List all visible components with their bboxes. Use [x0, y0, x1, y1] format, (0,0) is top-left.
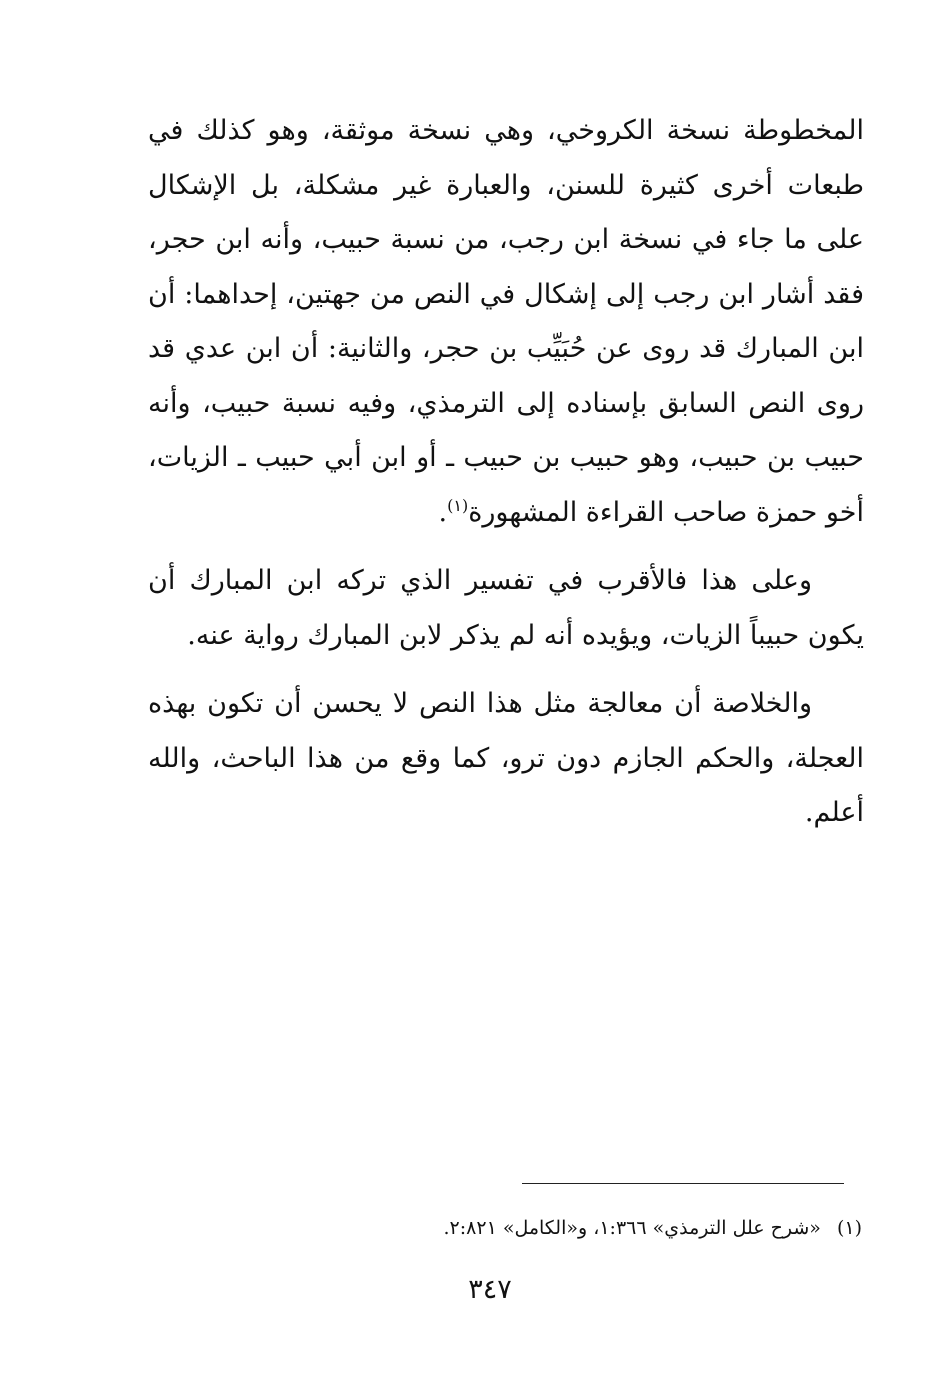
footnote-separator — [522, 1183, 844, 1184]
page-number: ٣٤٧ — [468, 1274, 512, 1305]
footnote-marker: (١) — [836, 1217, 862, 1239]
footnote-reference: (١) — [447, 495, 469, 515]
paragraph-2: وعلى هذا فالأقرب في تفسير الذي تركه ابن المبارك أن يكون حبيباً الزيات، ويؤيده أنه لم يذكر لابن المبارك رواية عنه. — [148, 565, 864, 651]
paragraph-1-end: . — [438, 496, 448, 528]
footnote — [390, 1210, 862, 1246]
paragraph-1 — [148, 104, 864, 540]
footnote-text: «شرح علل الترمذي» ١:٣٦٦، و«الكامل» ٢:٨٢١. — [443, 1217, 821, 1239]
paragraph-3: والخلاصة أن معالجة مثل هذا النص لا يحسن أن تكون بهذه العجلة، والحكم الجازم دون ترو، كما وقع من هذا الباحث، والله أعلم. — [148, 688, 864, 828]
paragraph-1-text: المخطوطة نسخة الكروخي، وهي نسخة موثقة، وهو كذلك في طبعات أخرى كثيرة للسنن، والعبارة غير مشكلة، بل الإشكال على ما جاء في نسخة ابن رجب، من نسبة حبيب، وأنه ابن حجر، فقد أشار ابن رجب إلى إشكال في النص من جهتين، إحداهما: أن ابن المبارك قد روى عن حُبَيِّب بن حجر، والثانية: أن ابن عدي قد روى النص السابق بإسناده إلى الترمذي، وفيه نسبة حبيب، وأنه حبيب بن حبيب، وهو حبيب بن حبيب ـ أو ابن أبي حبيب ـ الزيات، أخو حمزة صاحب القراءة المشهورة — [148, 115, 864, 528]
main-text — [148, 104, 864, 841]
